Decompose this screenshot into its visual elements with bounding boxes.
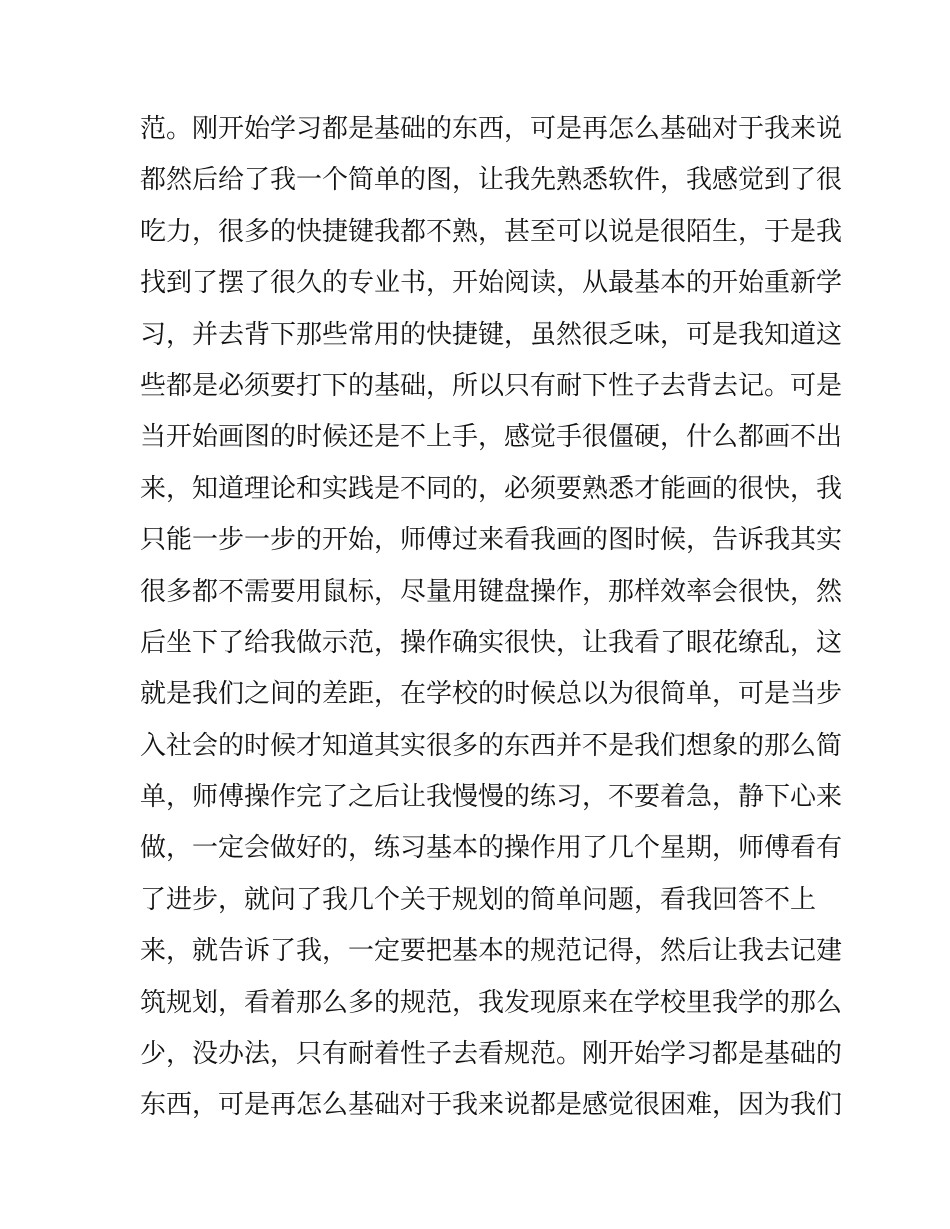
text-line: 很多都不需要用鼠标，尽量用键盘操作，那样效率会很快，然 — [140, 576, 843, 607]
text-line: 来，知道理论和实践是不同的，必须要熟悉才能画的很快，我 — [140, 473, 843, 504]
text-line: 来，就告诉了我，一定要把基本的规范记得，然后让我去记建 — [140, 936, 843, 967]
text-line: 筑规划，看着那么多的规范，我发现原来在学校里我学的那么 — [140, 987, 843, 1018]
text-line: 入社会的时候才知道其实很多的东西并不是我们想象的那么简 — [140, 730, 843, 761]
text-line: 做，一定会做好的，练习基本的操作用了几个星期，师傅看有 — [140, 833, 843, 864]
body-text — [140, 104, 843, 1132]
text-line: 单，师傅操作完了之后让我慢慢的练习，不要着急，静下心来 — [140, 782, 843, 813]
text-line: 就是我们之间的差距，在学校的时候总以为很简单，可是当步 — [140, 679, 843, 710]
text-line: 找到了摆了很久的专业书，开始阅读，从最基本的开始重新学 — [140, 268, 843, 299]
text-line: 后坐下了给我做示范，操作确实很快，让我看了眼花缭乱，这 — [140, 627, 843, 658]
text-line: 都然后给了我一个简单的图，让我先熟悉软件，我感觉到了很 — [140, 165, 843, 196]
text-line: 了进步，就问了我几个关于规划的简单问题，看我回答不上 — [140, 884, 817, 915]
text-line: 吃力，很多的快捷键我都不熟，甚至可以说是很陌生，于是我 — [140, 216, 843, 247]
text-line: 些都是必须要打下的基础，所以只有耐下性子去背去记。可是 — [140, 370, 843, 401]
text-line: 习，并去背下那些常用的快捷键，虽然很乏味，可是我知道这 — [140, 319, 843, 350]
text-line: 少，没办法，只有耐着性子去看规范。刚开始学习都是基础的 — [140, 1039, 843, 1070]
text-line: 东西，可是再怎么基础对于我来说都是感觉很困难，因为我们 — [140, 1090, 843, 1121]
text-line: 范。刚开始学习都是基础的东西，可是再怎么基础对于我来说 — [140, 114, 843, 144]
text-line: 只能一步一步的开始，师傅过来看我画的图时候，告诉我其实 — [140, 525, 843, 556]
text-line: 当开始画图的时候还是不上手，感觉手很僵硬，什么都画不出 — [140, 422, 843, 453]
